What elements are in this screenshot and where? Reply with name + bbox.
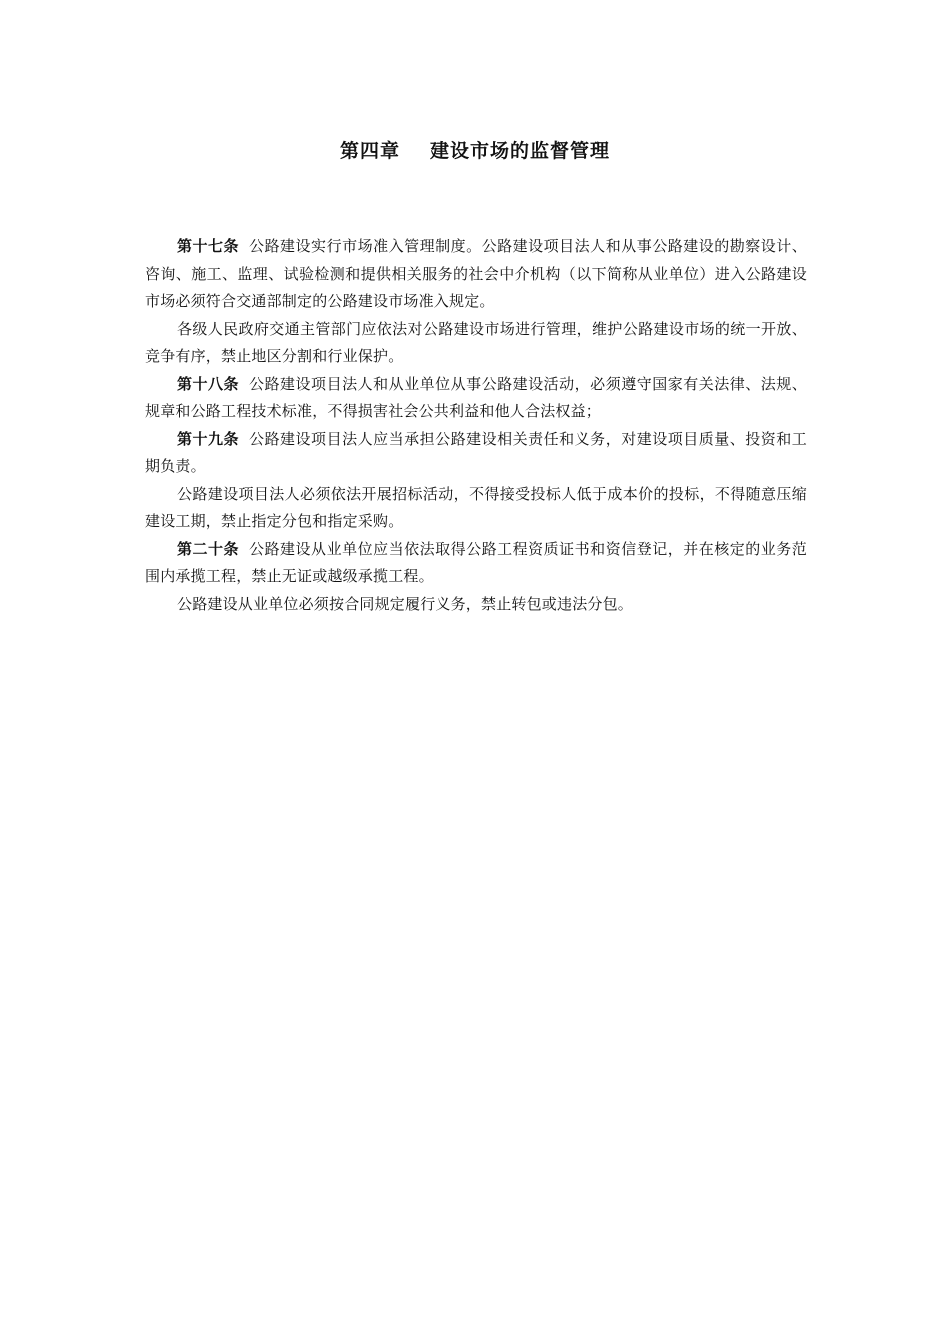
paragraph-text: 公路建设项目法人必须依法开展招标活动，不得接受投标人低于成本价的投标，不得随意压缩建设工期，禁止指定分包和指定采购。	[145, 484, 807, 530]
article-17-paragraph	[145, 233, 807, 316]
paragraph-text: 公路建设从业单位必须按合同规定履行义务，禁止转包或违法分包。	[177, 594, 634, 613]
paragraph-text: 公路建设项目法人应当承担公路建设相关责任和义务，对建设项目质量、投资和工期负责。	[145, 429, 807, 475]
article-number: 第十七条	[177, 237, 240, 255]
article-18-paragraph	[145, 371, 807, 426]
chapter-number: 第四章	[339, 140, 400, 162]
paragraph-text: 公路建设从业单位应当依法取得公路工程资质证书和资信登记，并在核定的业务范围内承揽工程，禁止无证或越级承揽工程。	[145, 539, 807, 585]
article-20-paragraph-2	[145, 591, 807, 619]
article-19-paragraph	[145, 426, 807, 481]
article-number: 第二十条	[177, 539, 240, 558]
article-17-paragraph-2	[145, 316, 807, 371]
chapter-heading	[0, 137, 950, 165]
chapter-body	[145, 233, 807, 618]
paragraph-text: 公路建设实行市场准入管理制度。公路建设项目法人和从事公路建设的勘察设计、咨询、施工、监理、试验检测和提供相关服务的社会中介机构（以下简称从业单位）进入公路建设市场必须符合交通部制定的公路建设市场准入规定。	[145, 237, 807, 310]
article-20-paragraph	[145, 536, 807, 591]
paragraph-text: 公路建设项目法人和从业单位从事公路建设活动，必须遵守国家有关法律、法规、规章和公路工程技术标准，不得损害社会公共利益和他人合法权益；	[145, 374, 807, 420]
article-number: 第十九条	[177, 429, 240, 448]
article-19-paragraph-2	[145, 481, 807, 536]
chapter-title: 建设市场的监督管理	[430, 140, 611, 162]
paragraph-text: 各级人民政府交通主管部门应依法对公路建设市场进行管理，维护公路建设市场的统一开放、竞争有序，禁止地区分割和行业保护。	[145, 319, 807, 365]
article-number: 第十八条	[177, 374, 240, 393]
